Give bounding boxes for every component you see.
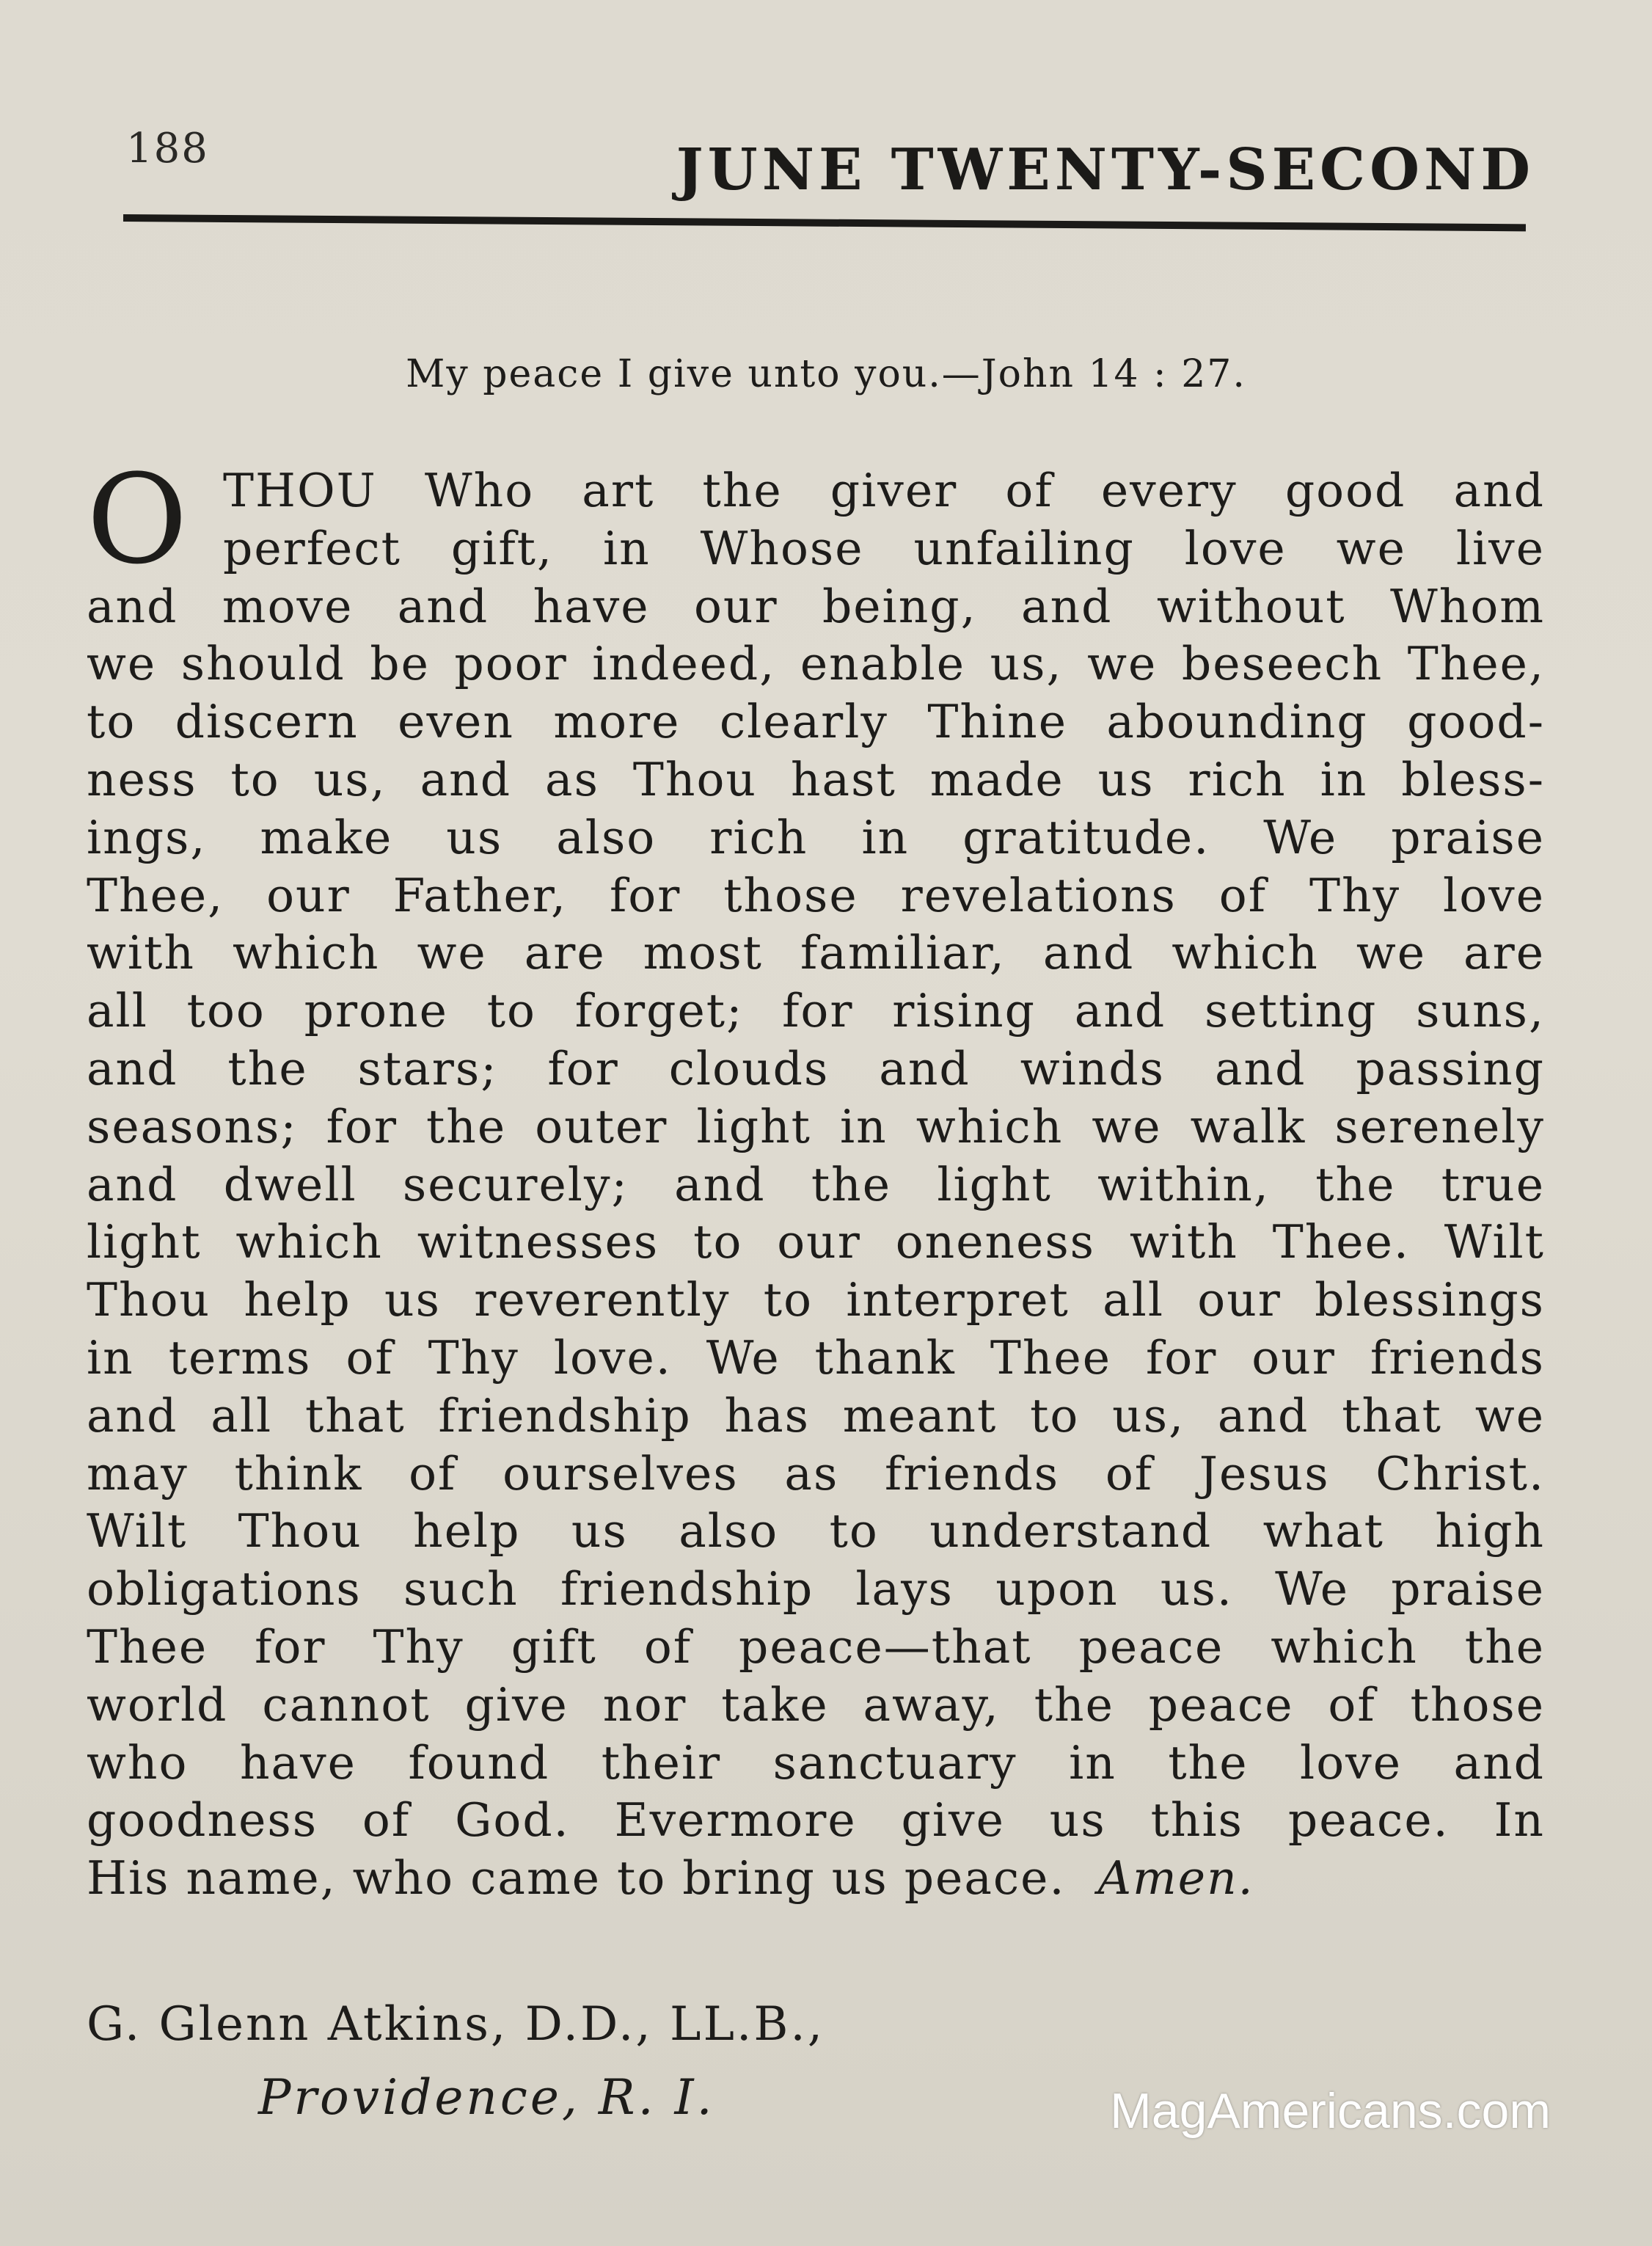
prayer-line-final bbox=[87, 1850, 1545, 1908]
site-watermark: MagAmericans.com bbox=[1110, 2083, 1551, 2139]
prayer-line: we should be poor indeed, enable us, we beseech Thee, bbox=[87, 637, 1545, 691]
prayer-line: with which we are most familiar, and which we are bbox=[87, 926, 1545, 980]
author-location: Providence, R. I. bbox=[258, 2069, 715, 2126]
prayer-line: goodness of God. Evermore give us this peace. In bbox=[87, 1793, 1545, 1848]
prayer-line: THOU Who art the giver of every good and bbox=[223, 464, 1545, 517]
prayer-line: perfect gift, in Whose unfailing love we live bbox=[223, 521, 1545, 575]
prayer-line: Thee for Thy gift of peace—that peace which the bbox=[87, 1619, 1545, 1674]
prayer-line: ings, make us also rich in gratitude. We praise bbox=[87, 810, 1545, 864]
prayer-line: may think of ourselves as friends of Jesus Christ. bbox=[87, 1446, 1545, 1501]
prayer-line: light which witnesses to our oneness with Thee. Wilt bbox=[87, 1215, 1545, 1269]
prayer-body bbox=[87, 448, 1545, 1908]
prayer-line: and the stars; for clouds and winds and passing bbox=[87, 1041, 1545, 1095]
prayer-line: Wilt Thou help us also to understand what high bbox=[87, 1504, 1545, 1558]
prayer-line: ness to us, and as Thou hast made us rich in bless- bbox=[87, 752, 1545, 806]
prayer-line: and move and have our being, and without Whom bbox=[87, 579, 1545, 633]
prayer-line: who have found their sanctuary in the love and bbox=[87, 1735, 1545, 1790]
page-number: 188 bbox=[126, 125, 209, 172]
prayer-line: in terms of Thy love. We thank Thee for our friends bbox=[87, 1330, 1545, 1385]
amen: Amen. bbox=[1097, 1851, 1254, 1906]
prayer-line: seasons; for the outer light in which we walk serenely bbox=[87, 1099, 1545, 1153]
prayer-line: obligations such friendship lays upon us. We praise bbox=[87, 1562, 1545, 1616]
prayer-line: to discern even more clearly Thine abounding good- bbox=[87, 695, 1545, 749]
prayer-line: Thee, our Father, for those revelations of Thy love bbox=[87, 868, 1545, 922]
prayer-last-line: His name, who came to bring us peace. bbox=[87, 1851, 1066, 1906]
prayer-line: and dwell securely; and the light within, the true bbox=[87, 1157, 1545, 1211]
header-rule bbox=[123, 214, 1526, 231]
prayer-line: all too prone to forget; for rising and setting suns, bbox=[87, 984, 1545, 1038]
prayer-line: and all that friendship has meant to us, and that we bbox=[87, 1388, 1545, 1443]
scripture-epigraph: My peace I give unto you.—John 14 : 27. bbox=[406, 352, 1246, 396]
prayer-line: world cannot give nor take away, the peace of those bbox=[87, 1677, 1545, 1732]
running-head: JUNE TWENTY-SECOND bbox=[676, 136, 1535, 203]
prayer-line: Thou help us reverently to interpret all our blessings bbox=[87, 1273, 1545, 1327]
author-signature: G. Glenn Atkins, D.D., LL.B., bbox=[87, 1997, 825, 2052]
drop-cap: O bbox=[87, 448, 189, 591]
